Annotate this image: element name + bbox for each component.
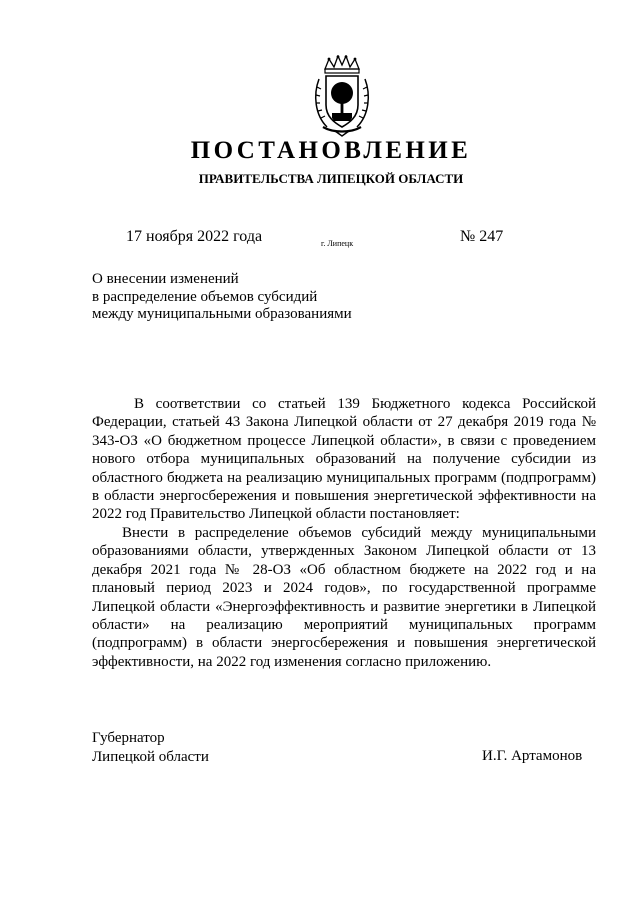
- body-paragraph-preamble: В соответствии со статьей 139 Бюджетного кодекса Российской Федерации, статьей 43 Закона Липецкой области от 27 декабря 2019 года № 343-ОЗ «О бюджетном процессе Липецкой области», в связи с проведением нового отбора муниципальных образований на получение субсидии из областного бюджета на реализацию муниципальных программ (подпрограмм) в области энергосбережения и повышения энергетической эффективности на 2022 год Правительство Липецкой области постановляет:: [92, 396, 596, 523]
- body-paragraph-resolution: Внести в распределение объемов субсидий между муниципальными образованиями области, утвержденных Законом Липецкой области от 13 декабря 2021 года № 28-ОЗ «Об областном бюджете на 2022 год и на плановый период 2023 и 2024 годов», по государственной программе Липецкой области «Энергоэффективность и развитие энергетики в Липецкой области» на реализацию мероприятий муниципальных программ (подпрограмм) в области энергосбережения и повышения энергетической эффективности, на 2022 год изменения согласно приложению.: [92, 525, 596, 670]
- title-line: в распределение объемов субсидий: [92, 288, 318, 305]
- signatory-position-line: Липецкой области: [92, 748, 209, 765]
- title-line: О внесении изменений: [92, 271, 239, 287]
- document-date: 17 ноября 2022 года: [126, 228, 263, 245]
- title-line: между муниципальными образованиями: [92, 306, 352, 322]
- signatory-name: И.Г. Артамонов: [482, 748, 583, 764]
- document-number: № 247: [460, 228, 504, 245]
- document-type-heading: ПОСТАНОВЛЕНИЕ: [190, 137, 472, 164]
- signatory-position-line: Губернатор: [92, 730, 165, 746]
- document-city: г. Липецк: [321, 239, 354, 248]
- coat-of-arms-emblem: [313, 55, 371, 137]
- signatory-position: [92, 729, 209, 766]
- issuer-heading: ПРАВИТЕЛЬСТВА ЛИПЕЦКОЙ ОБЛАСТИ: [198, 171, 464, 186]
- document-title: [92, 271, 352, 324]
